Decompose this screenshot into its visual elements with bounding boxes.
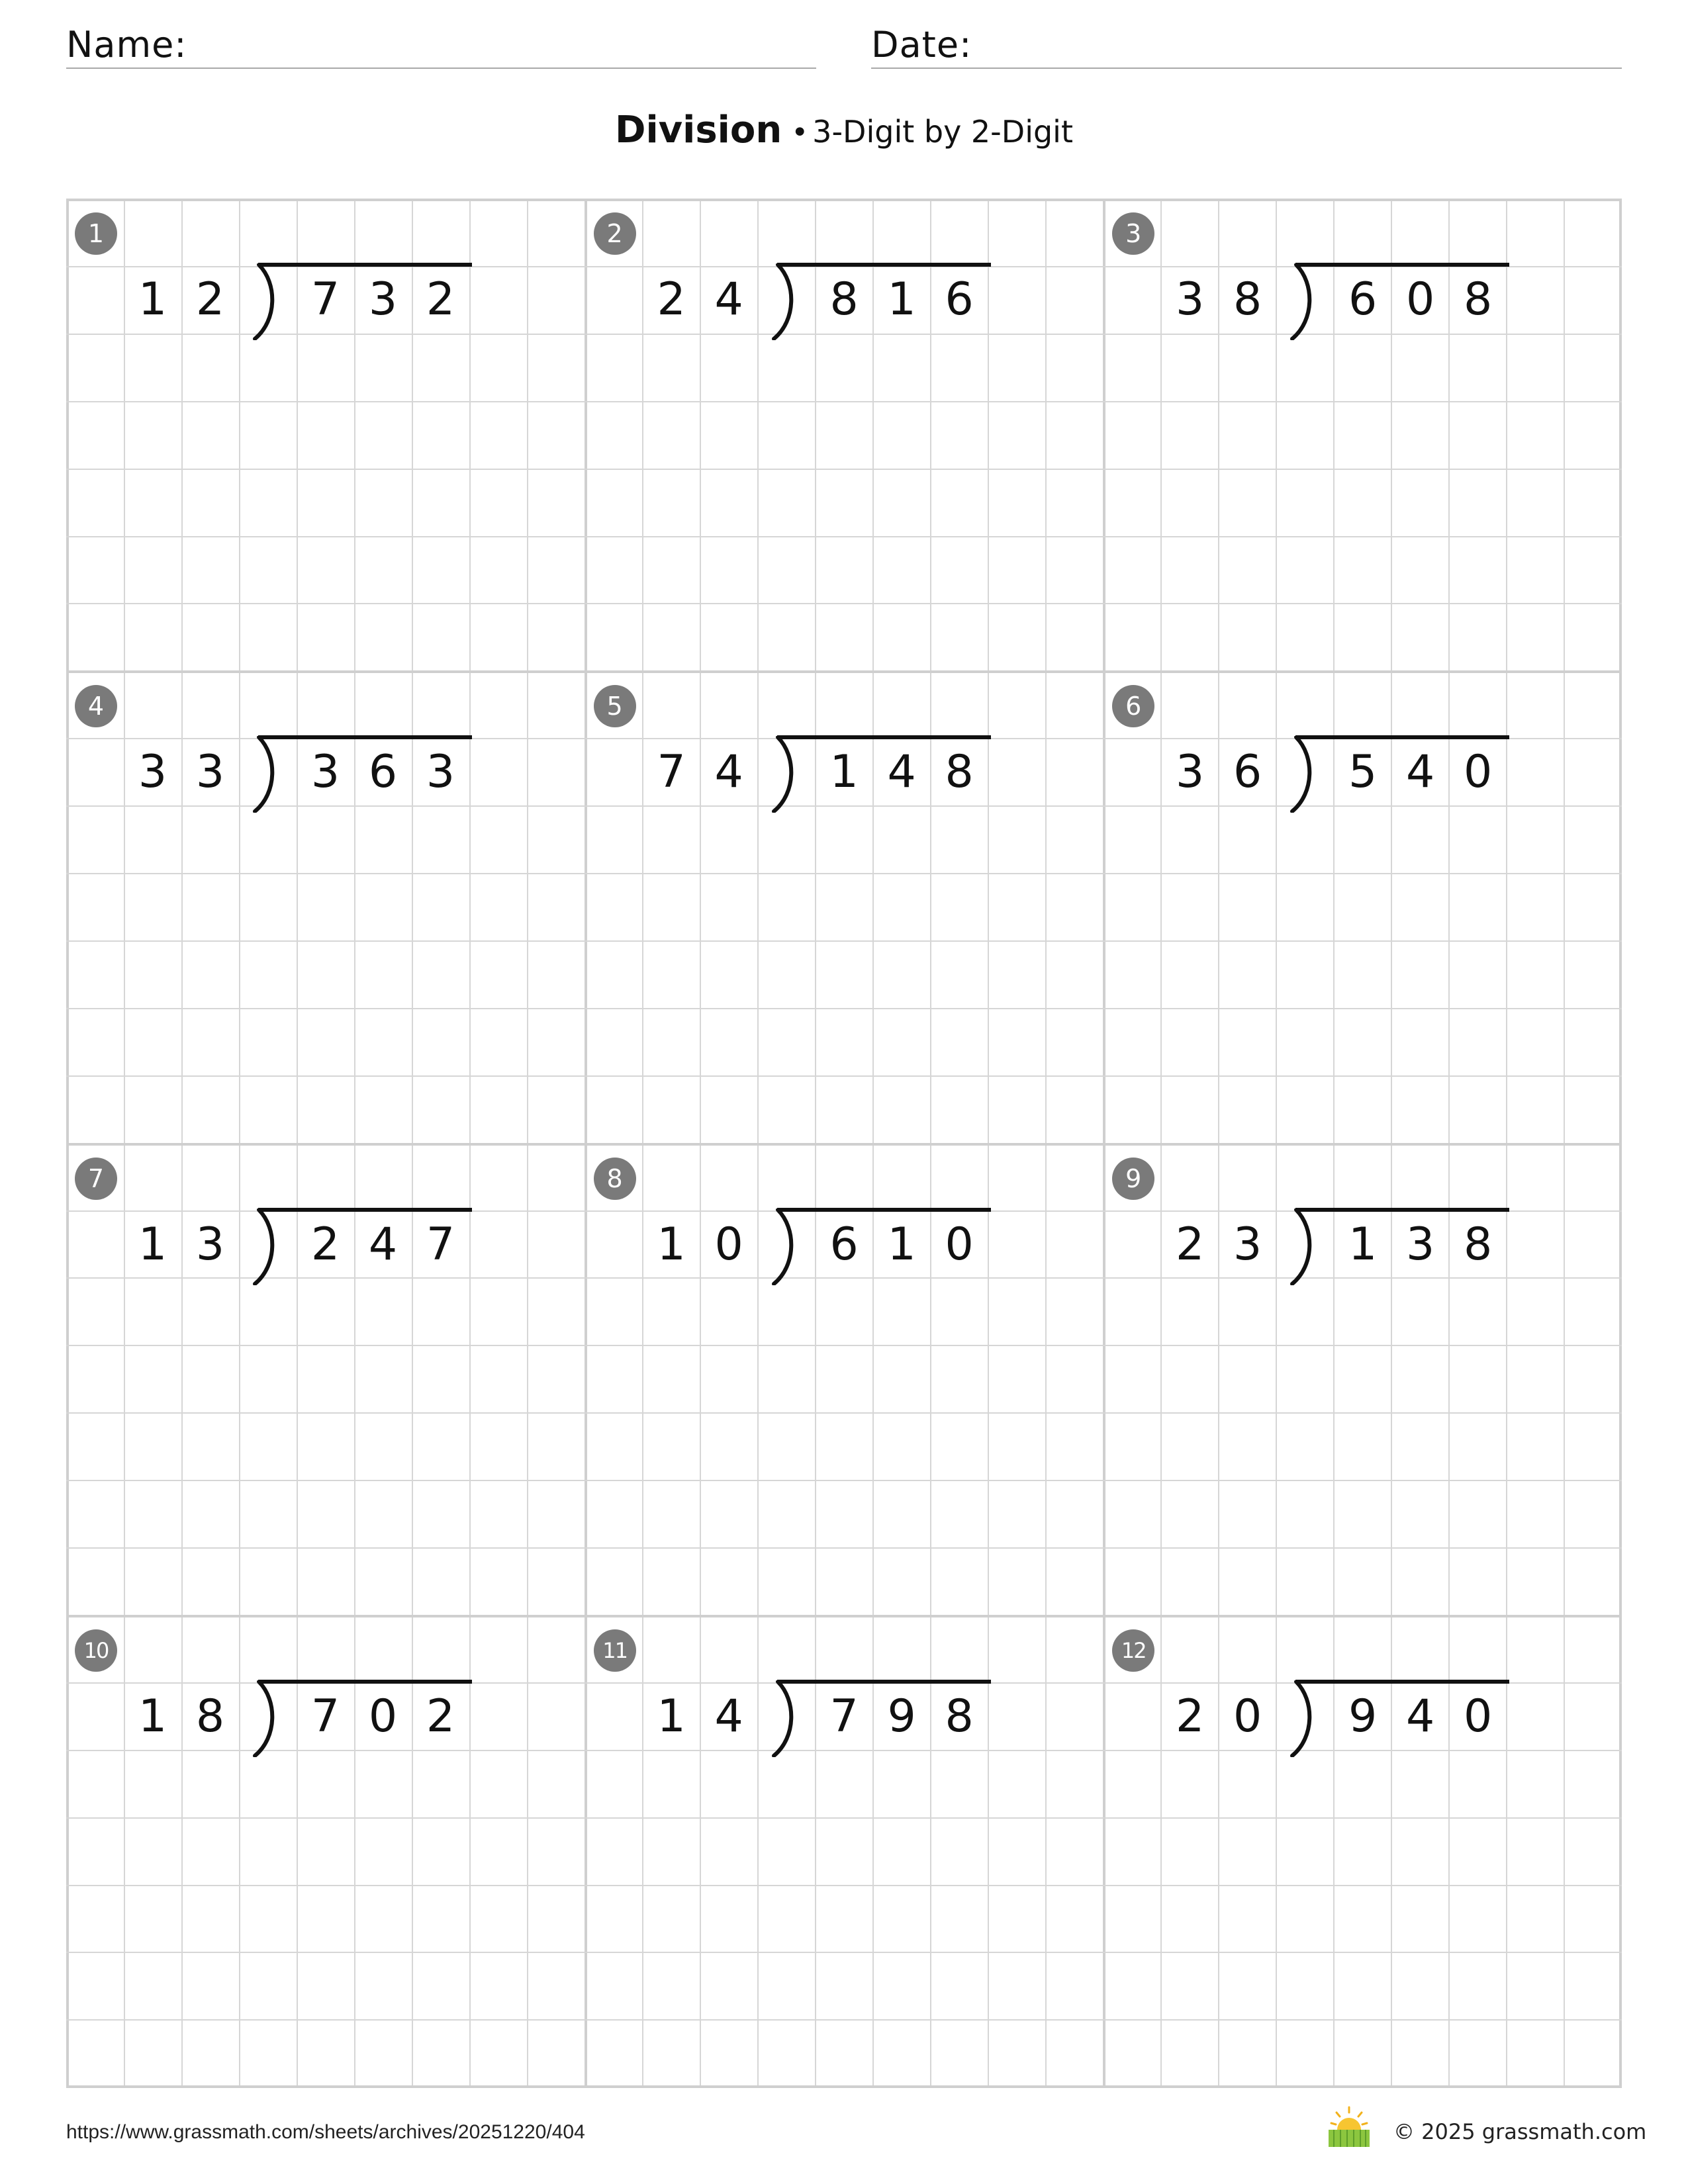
problem-number-badge: 10: [75, 1629, 117, 1672]
divisor-digit: 2: [1176, 1218, 1205, 1271]
problem-number-badge: 2: [594, 212, 636, 255]
dividend-digit: 7: [310, 273, 340, 326]
dividend-digit: 8: [945, 1690, 974, 1743]
dividend-digit: 3: [368, 273, 398, 326]
dividend-digit: 8: [1464, 273, 1493, 326]
divisor-digit: 1: [138, 1218, 167, 1271]
division-vinculum: [777, 1208, 991, 1212]
title-subtitle: 3-Digit by 2-Digit: [812, 114, 1074, 150]
dividend-digit: 1: [829, 745, 859, 798]
problem-block: [585, 1615, 1104, 2088]
problem-block: [585, 1144, 1104, 1616]
division-vinculum: [258, 735, 472, 739]
problem-block: [1103, 1144, 1622, 1616]
division-vinculum: [258, 1680, 472, 1684]
dividend-digit: 8: [945, 745, 974, 798]
dividend-digit: 6: [368, 745, 398, 798]
problem-number-badge: 7: [75, 1158, 117, 1200]
problem-block: [66, 1615, 585, 2088]
dividend-digit: 0: [1464, 1690, 1493, 1743]
dividend-digit: 0: [945, 1218, 974, 1271]
footer-url: https://www.grassmath.com/sheets/archives/20251220/404: [66, 2121, 585, 2143]
dividend-digit: 4: [1406, 1690, 1435, 1743]
title-bullet: •: [791, 116, 809, 150]
problem-number-badge: 11: [594, 1629, 636, 1672]
dividend-digit: 4: [1406, 745, 1435, 798]
problem-grid: [66, 199, 1622, 2088]
divisor-digit: 2: [1176, 1690, 1205, 1743]
problem-block: [585, 199, 1104, 671]
dividend-digit: 4: [368, 1218, 398, 1271]
dividend-digit: 0: [1464, 745, 1493, 798]
divisor-digit: 0: [714, 1218, 743, 1271]
problem-block: [66, 199, 585, 671]
divisor-digit: 3: [1176, 745, 1205, 798]
dividend-digit: 9: [887, 1690, 916, 1743]
division-vinculum: [777, 735, 991, 739]
divisor-digit: 7: [657, 745, 686, 798]
division-vinculum: [1295, 735, 1509, 739]
problem-number-badge: 5: [594, 685, 636, 727]
dividend-digit: 7: [829, 1690, 859, 1743]
problem-block: [66, 671, 585, 1144]
problem-number-badge: 1: [75, 212, 117, 255]
dividend-digit: 2: [426, 1690, 455, 1743]
problem-number-badge: 3: [1112, 212, 1154, 255]
dividend-digit: 7: [426, 1218, 455, 1271]
problem-block: [1103, 199, 1622, 671]
division-bracket-icon: [239, 1208, 297, 1285]
divisor-digit: 3: [138, 745, 167, 798]
problem-number-badge: 9: [1112, 1158, 1154, 1200]
grass-sun-logo-icon: [1326, 2105, 1372, 2150]
division-vinculum: [1295, 263, 1509, 267]
division-bracket-icon: [758, 263, 816, 340]
dividend-digit: 6: [829, 1218, 859, 1271]
divisor-digit: 8: [195, 1690, 225, 1743]
divisor-digit: 4: [714, 1690, 743, 1743]
dividend-digit: 3: [1406, 1218, 1435, 1271]
title-main: Division: [614, 109, 782, 152]
division-bracket-icon: [1276, 1680, 1334, 1757]
division-vinculum: [258, 263, 472, 267]
division-bracket-icon: [1276, 1208, 1334, 1285]
footer-copyright: © 2025 grassmath.com: [1393, 2119, 1647, 2144]
dividend-digit: 2: [426, 273, 455, 326]
divisor-digit: 4: [714, 273, 743, 326]
worksheet-title: [0, 107, 1688, 162]
dividend-digit: 6: [1348, 273, 1378, 326]
name-label: Name:: [66, 24, 187, 66]
dividend-digit: 1: [887, 1218, 916, 1271]
problem-block: [66, 1144, 585, 1616]
divisor-digit: 3: [1233, 1218, 1262, 1271]
dividend-digit: 4: [887, 745, 916, 798]
date-label: Date:: [871, 24, 972, 66]
problem-number-badge: 4: [75, 685, 117, 727]
dividend-digit: 1: [1348, 1218, 1378, 1271]
divisor-digit: 3: [1176, 273, 1205, 326]
division-vinculum: [1295, 1208, 1509, 1212]
dividend-digit: 1: [887, 273, 916, 326]
divisor-digit: 8: [1233, 273, 1262, 326]
divisor-digit: 2: [657, 273, 686, 326]
division-bracket-icon: [1276, 736, 1334, 813]
dividend-digit: 0: [1406, 273, 1435, 326]
division-bracket-icon: [758, 736, 816, 813]
dividend-digit: 7: [310, 1690, 340, 1743]
problem-number-badge: 6: [1112, 685, 1154, 727]
dividend-digit: 8: [829, 273, 859, 326]
problem-block: [1103, 1615, 1622, 2088]
division-bracket-icon: [758, 1680, 816, 1757]
division-bracket-icon: [239, 1680, 297, 1757]
problem-block: [585, 671, 1104, 1144]
divisor-digit: 1: [138, 1690, 167, 1743]
dividend-digit: 3: [426, 745, 455, 798]
dividend-digit: 8: [1464, 1218, 1493, 1271]
problem-number-badge: 12: [1112, 1629, 1154, 1672]
dividend-digit: 2: [310, 1218, 340, 1271]
division-vinculum: [777, 1680, 991, 1684]
name-line[interactable]: [66, 68, 816, 69]
divisor-digit: 1: [138, 273, 167, 326]
division-vinculum: [1295, 1680, 1509, 1684]
dividend-digit: 5: [1348, 745, 1378, 798]
division-bracket-icon: [758, 1208, 816, 1285]
problem-block: [1103, 671, 1622, 1144]
division-bracket-icon: [239, 736, 297, 813]
dividend-digit: 3: [310, 745, 340, 798]
divisor-digit: 4: [714, 745, 743, 798]
problem-number-badge: 8: [594, 1158, 636, 1200]
divisor-digit: 3: [195, 1218, 225, 1271]
division-vinculum: [777, 263, 991, 267]
divisor-digit: 6: [1233, 745, 1262, 798]
dividend-digit: 0: [368, 1690, 398, 1743]
dividend-digit: 9: [1348, 1690, 1378, 1743]
division-bracket-icon: [1276, 263, 1334, 340]
divisor-digit: 1: [657, 1218, 686, 1271]
dividend-digit: 6: [945, 273, 974, 326]
division-bracket-icon: [239, 263, 297, 340]
date-line[interactable]: [871, 68, 1622, 69]
divisor-digit: 2: [195, 273, 225, 326]
divisor-digit: 0: [1233, 1690, 1262, 1743]
divisor-digit: 3: [195, 745, 225, 798]
divisor-digit: 1: [657, 1690, 686, 1743]
division-vinculum: [258, 1208, 472, 1212]
